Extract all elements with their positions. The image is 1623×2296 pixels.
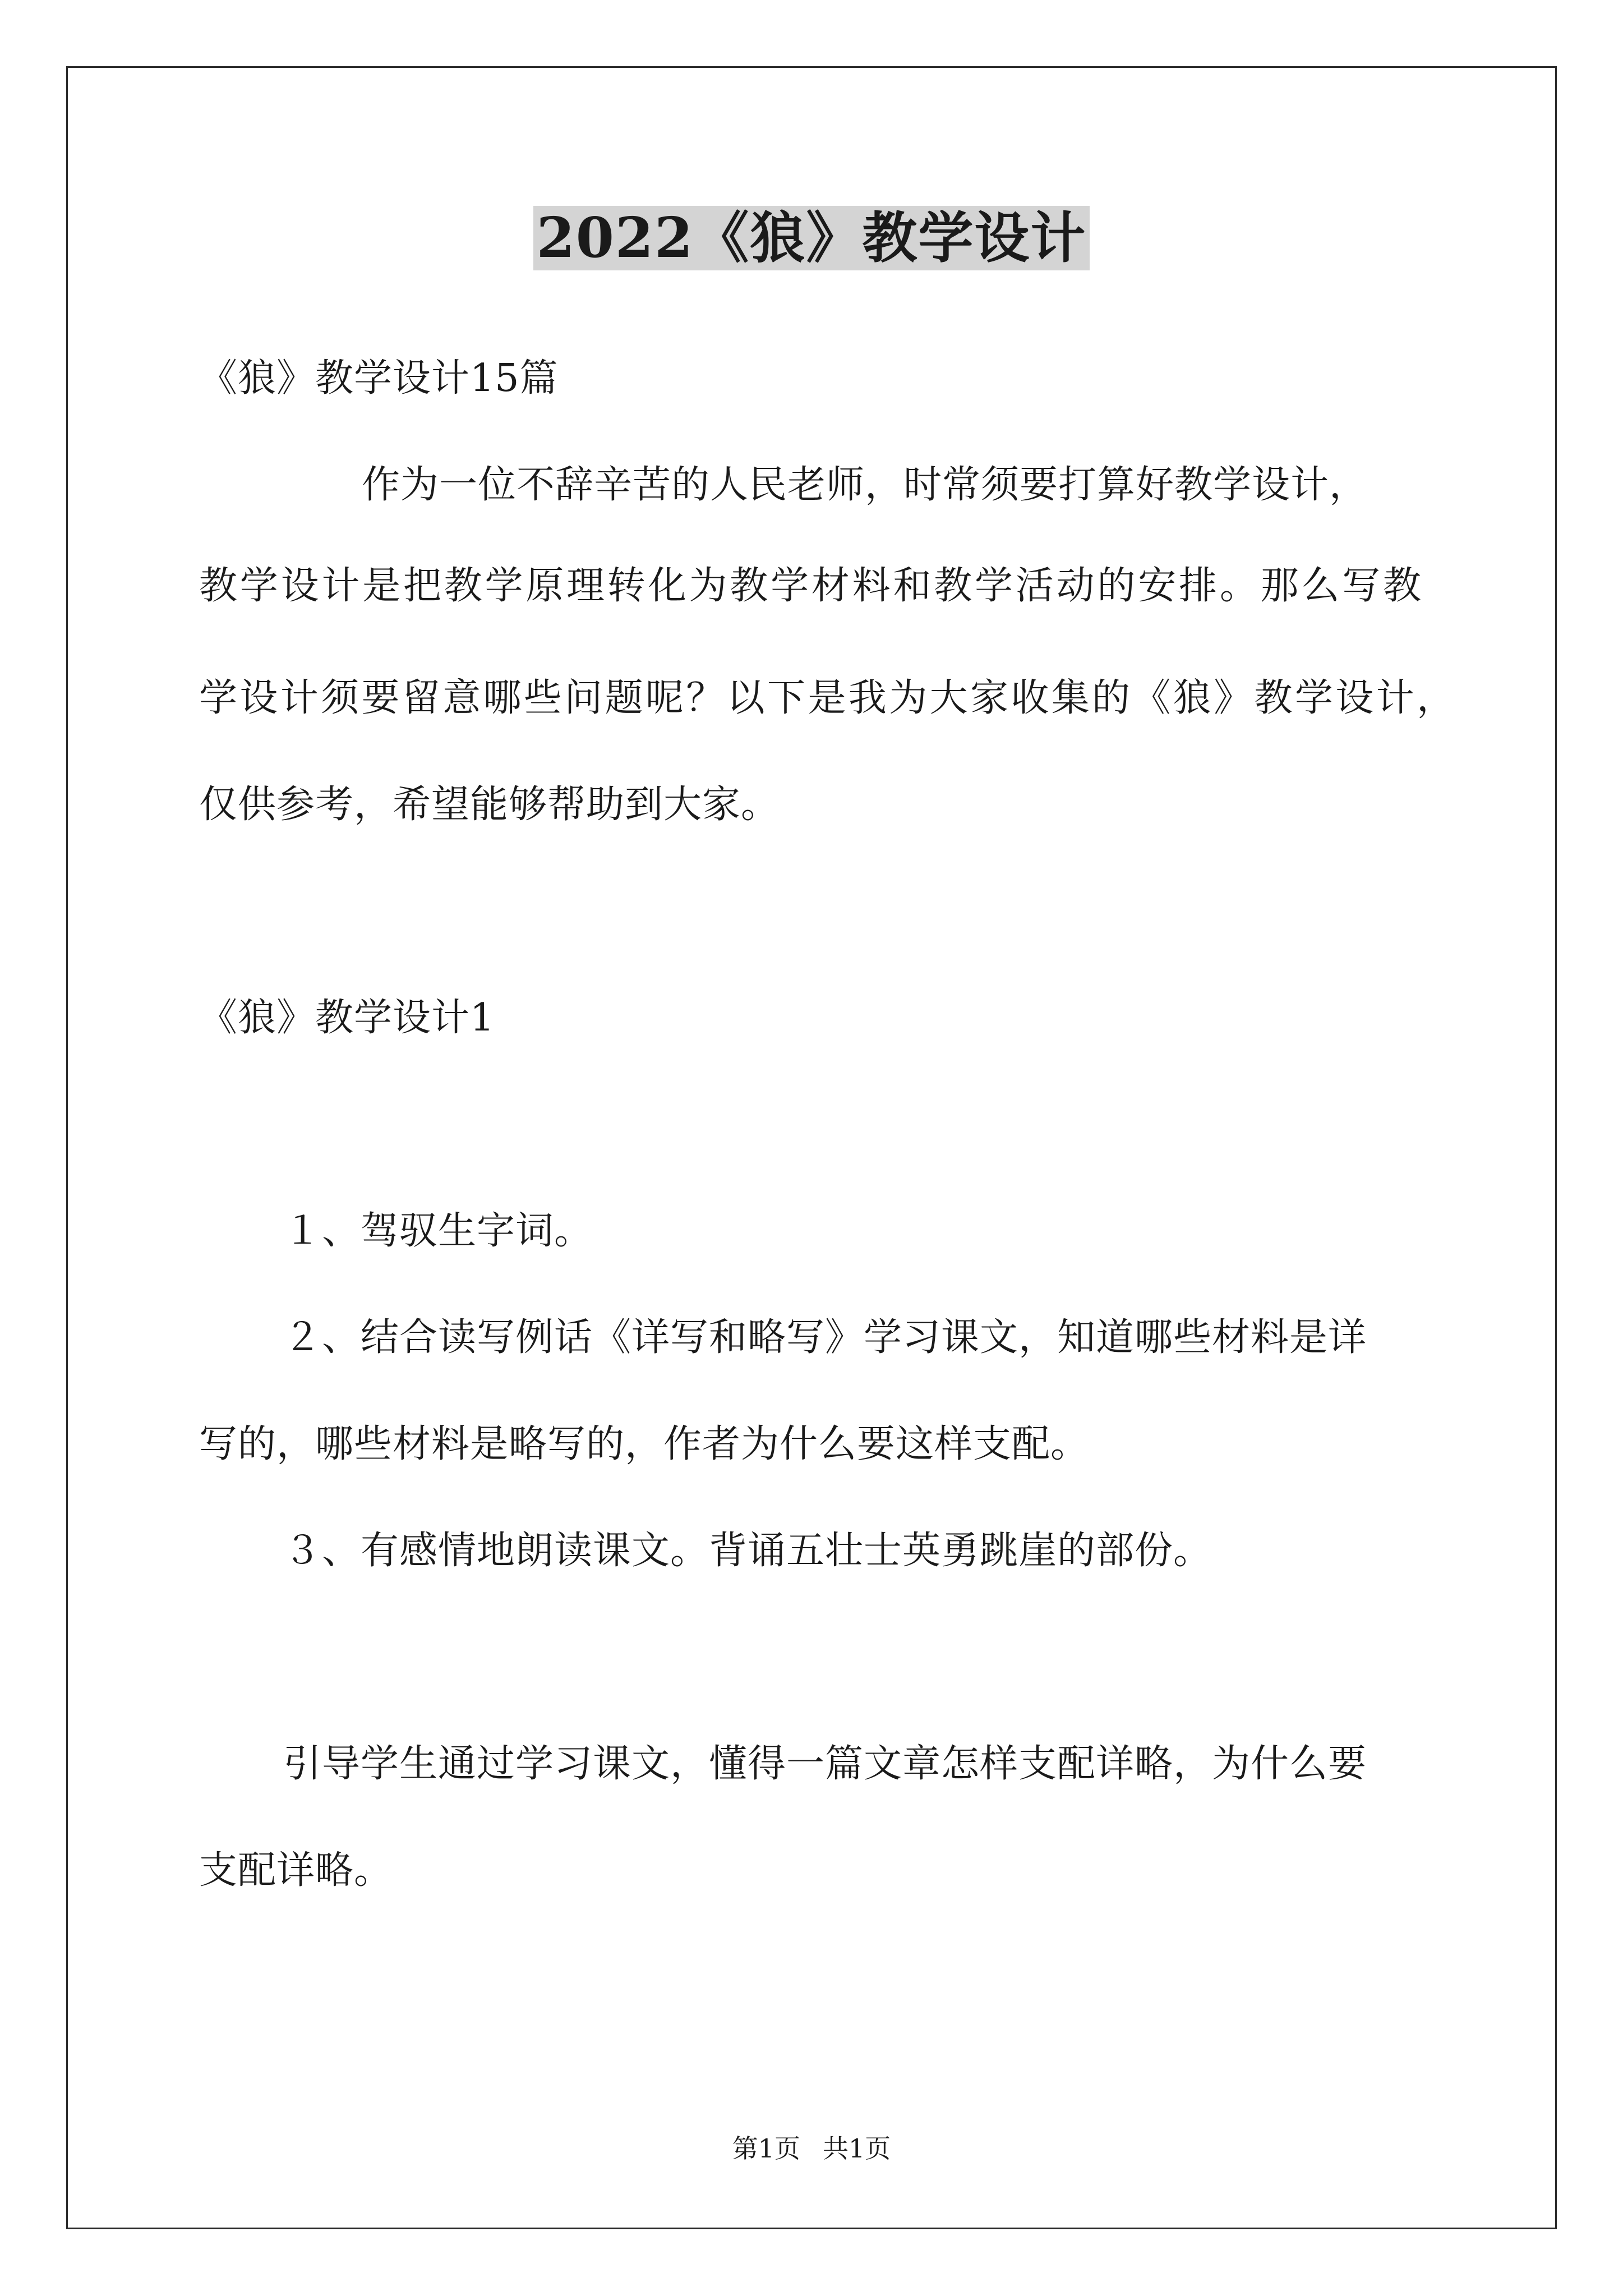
list-item-3: ３、有感情地朗读课文。背诵五壮士英勇跳崖的部份。: [283, 1529, 1212, 1573]
intro-line-4: 仅供参考，希望能够帮助到大家。: [199, 783, 780, 827]
list-item-2-continued: 写的，哪些材料是略写的，作者为什么要这样支配。: [199, 1422, 1090, 1466]
page-footer: [0, 2132, 1623, 2165]
intro-line-2: 教学设计是把教学原理转化为教学材料和教学活动的安排。那么写教: [199, 564, 1422, 608]
intro-line-1: 作为一位不辞辛苦的人民老师，时常须要打算好教学设计，: [362, 463, 1368, 507]
document-title-text: 2022《狼》教学设计: [533, 206, 1090, 270]
guide-line-1: 引导学生通过学习课文，懂得一篇文章怎样支配详略，为什么要: [283, 1742, 1367, 1786]
document-subtitle: 《狼》教学设计15篇: [199, 356, 559, 401]
document-title: [0, 202, 1623, 275]
list-item-1: １、驾驭生字词。: [283, 1209, 593, 1253]
page-number-current: 第1页: [732, 2133, 800, 2164]
intro-line-3: 学设计须要留意哪些问题呢？以下是我为大家收集的《狼》教学设计，: [199, 676, 1455, 720]
guide-line-2: 支配详略。: [199, 1848, 393, 1893]
list-item-2: ２、结合读写例话《详写和略写》学习课文，知道哪些材料是详: [283, 1315, 1367, 1360]
section-heading: 《狼》教学设计1: [199, 996, 495, 1040]
page-number-total: 共1页: [823, 2133, 891, 2164]
